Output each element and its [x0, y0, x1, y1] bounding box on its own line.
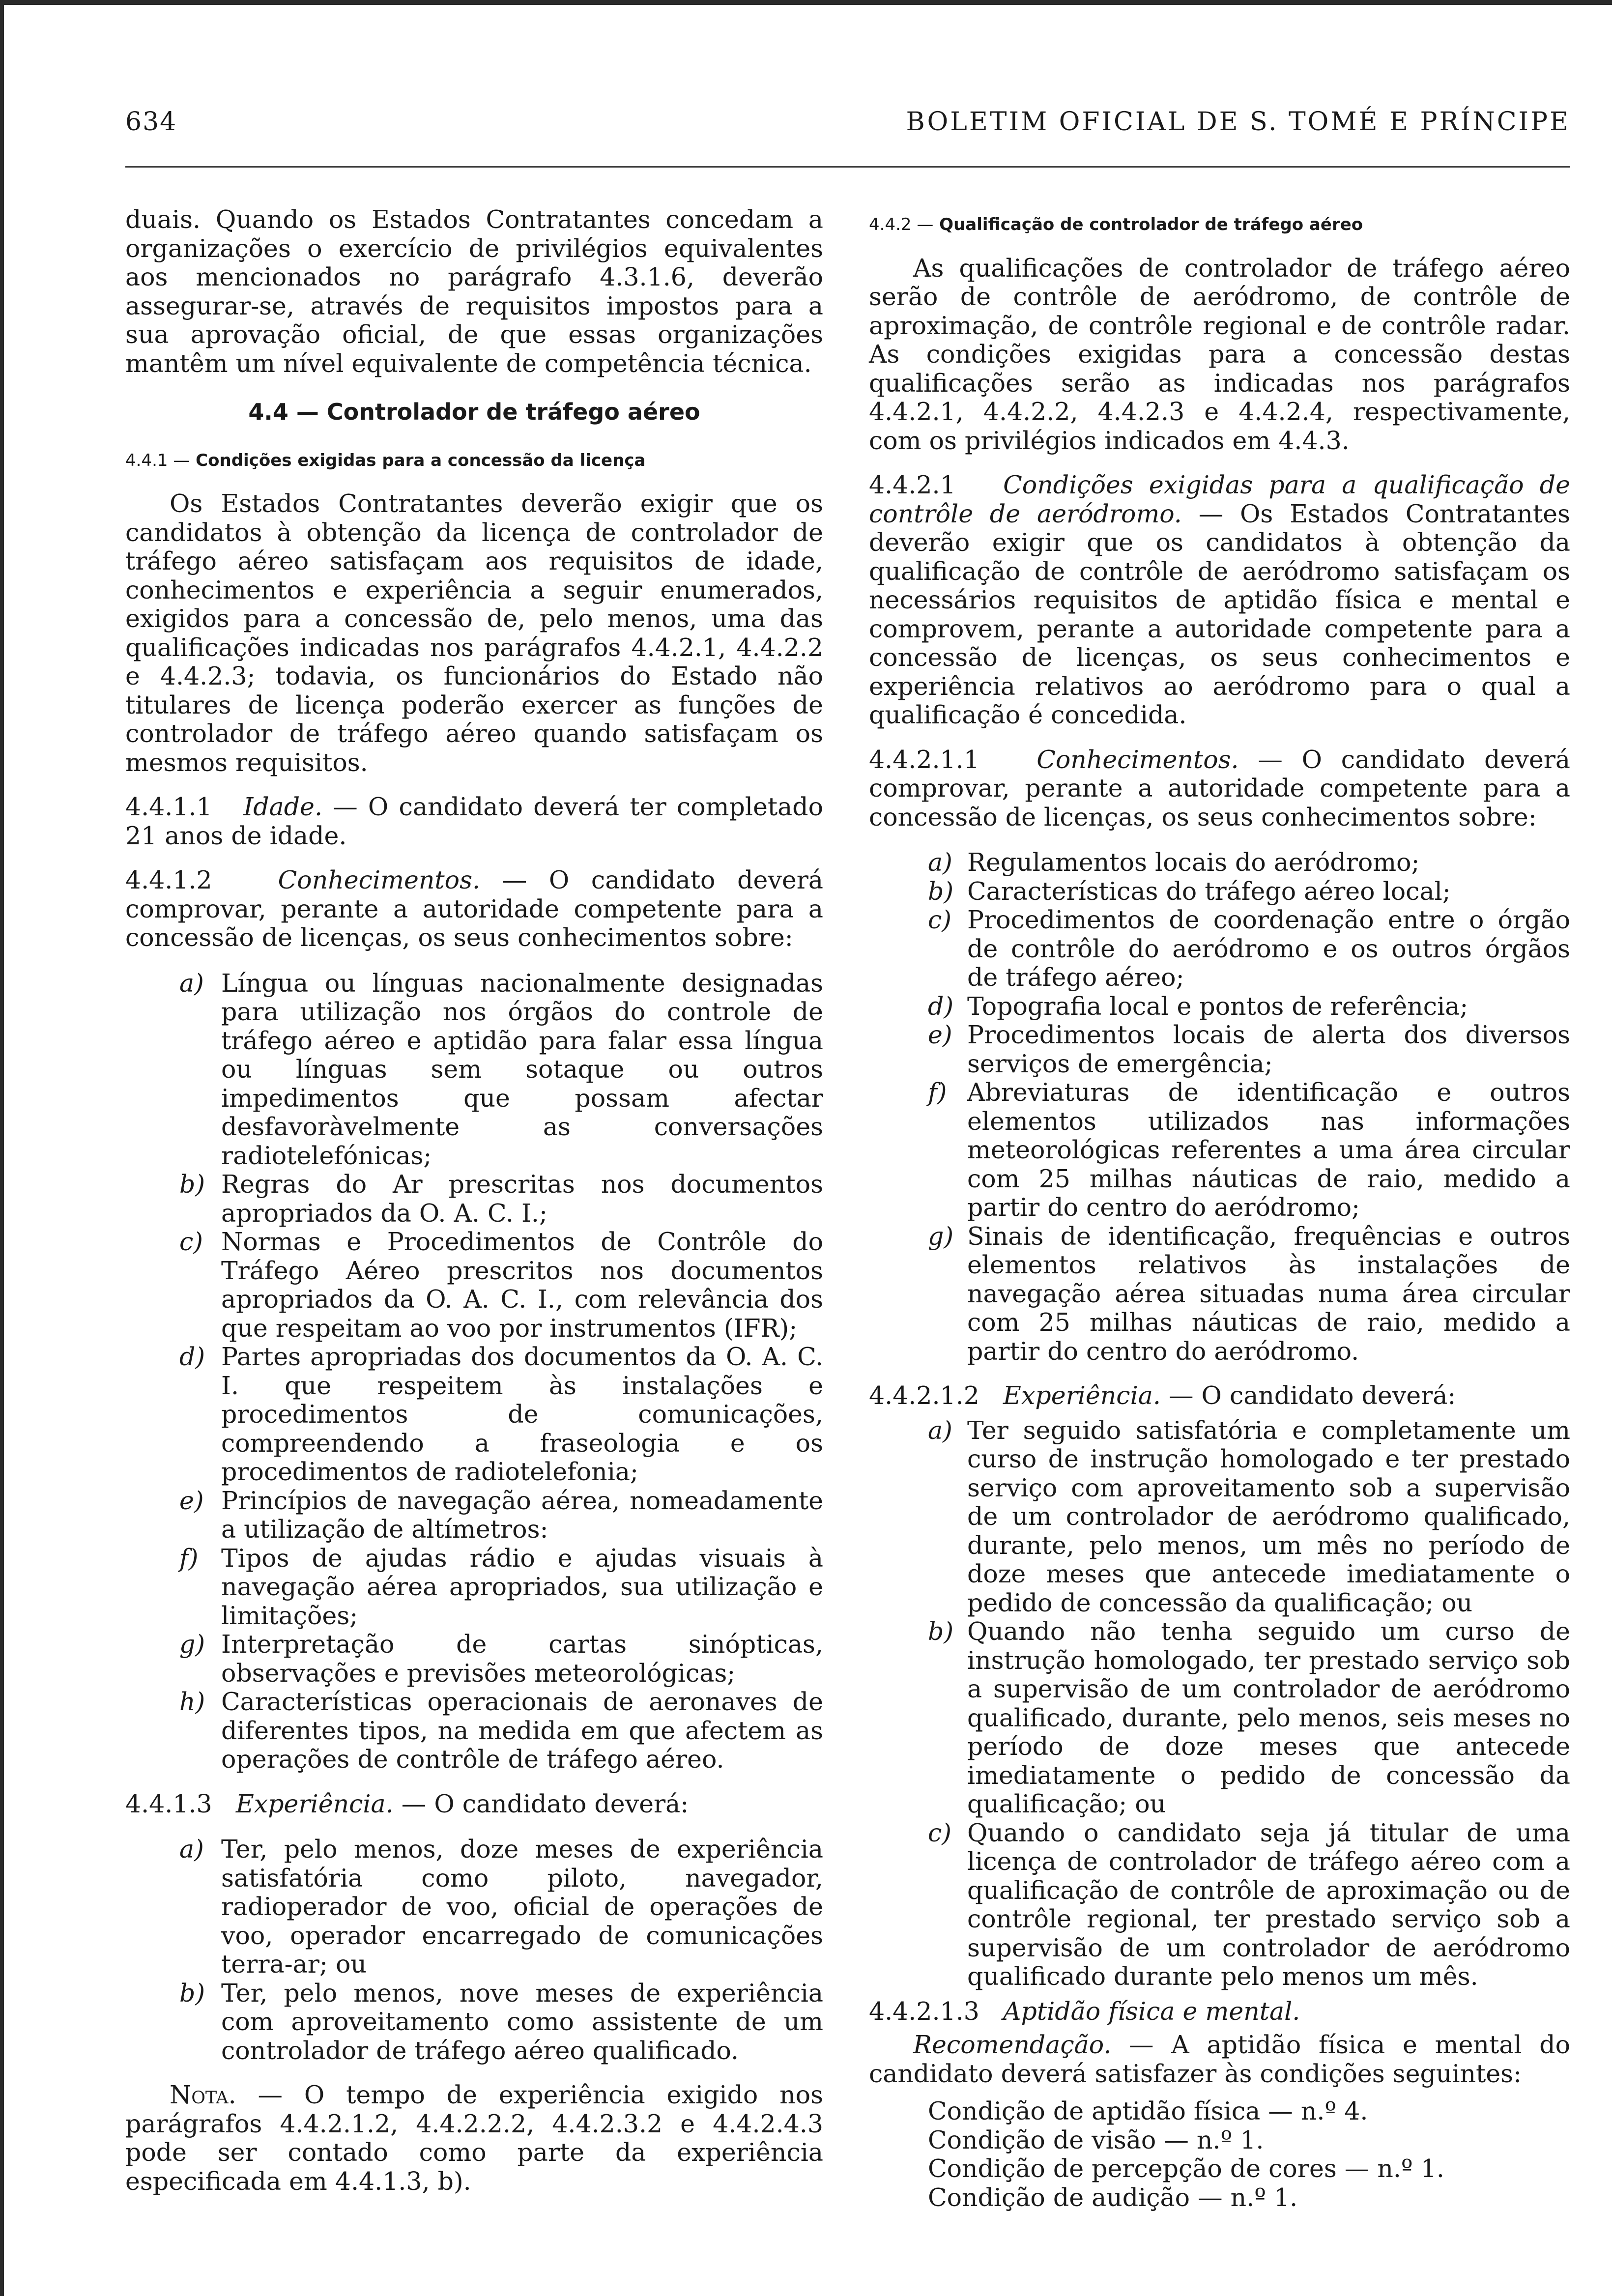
knowledge-list: [125, 969, 823, 1774]
item-label: a): [179, 968, 204, 998]
section-heading: 4.4 — Controlador de tráfego aéreo: [248, 399, 700, 425]
item-label: b): [928, 876, 954, 906]
item-label: g): [179, 1630, 205, 1659]
item-label: a): [179, 1835, 204, 1864]
right-column: [869, 205, 1570, 2212]
item-label: c): [928, 905, 951, 934]
intro-paragraph: duais. Quando os Estados Contratantes concedam a organizações o exercício de privilégios equivalentes aos mencionados no parágrafo 4.3.1.6, deverão assegurar-se, através de requisitos impostos para a sua aprovação oficial, de que essas organizações mantêm um nível equivalente de competência técnica.: [125, 205, 823, 378]
r-knowledge-title: Conhecimentos.: [1036, 745, 1239, 774]
list-item: [869, 1021, 1570, 1078]
experience-number: 4.4.1.3: [125, 1789, 212, 1818]
qualification-title: Qualificação de controlador de tráfego aéreo: [939, 215, 1363, 234]
list-item: [869, 906, 1570, 992]
item-text: Procedimentos de coordenação entre o órgão de contrôle do aeródromo e os outros órgãos de tráfego aéreo;: [967, 905, 1570, 992]
item-label: b): [179, 1170, 205, 1199]
list-item: [125, 1170, 823, 1228]
fitness-number: 4.4.2.1.3: [869, 1996, 979, 2026]
experience-title: Experiência.: [235, 1789, 394, 1818]
running-title: BOLETIM OFICIAL DE S. TOMÉ E PRÍNCIPE: [906, 107, 1570, 137]
list-item: [125, 1544, 823, 1631]
age-number: 4.4.1.1: [125, 792, 212, 821]
conditions-list: [869, 2097, 1570, 2212]
list-item: [125, 1630, 823, 1688]
list-item: [125, 1835, 823, 1979]
item-text: Sinais de identificação, frequências e outros elementos relativos às instalações de navegação aérea situadas numa área circular com 25 milhas náuticas de raio, medido a partir do centro do aeródromo.: [967, 1221, 1570, 1366]
conditions-paragraph: [869, 471, 1570, 730]
knowledge-number: 4.4.1.2: [125, 865, 212, 894]
item-text: Regras do Ar prescritas nos documentos apropriados da O. A. C. I.;: [221, 1170, 823, 1228]
qualification-body: As qualificações de controlador de tráfego aéreo serão de contrôle de aeródromo, de contrôle de aproximação, de contrôle regional e de contrôle radar. As condições exigidas para a concessão destas qualificações serão as indicadas nos parágrafos 4.4.2.1, 4.4.2.2, 4.4.2.3 e 4.4.2.4, respectivamente, com os privilégios indicados em 4.4.3.: [869, 253, 1570, 455]
r-experience-number: 4.4.2.1.2: [869, 1381, 979, 1410]
item-text: Características operacionais de aeronaves de diferentes tipos, na medida em que afectem as operações de contrôle de tráfego aéreo.: [221, 1687, 823, 1774]
r-knowledge-list: [869, 848, 1570, 1366]
item-text: Tipos de ajudas rádio e ajudas visuais à navegação aérea apropriados, sua utilização e limitações;: [221, 1543, 823, 1630]
note-label: Nota.: [170, 2080, 236, 2109]
subsection-body: Os Estados Contratantes deverão exigir que os candidatos à obtenção da licença de controlador de tráfego aéreo satisfaçam aos requisitos de idade, conhecimentos e experiência a seguir enumerados, exigidos para a concessão de, pelo menos, uma das qualificações indicadas nos parágrafos 4.4.2.1, 4.4.2.2 e 4.4.2.3; todavia, os funcionários do Estado não titulares de licença poderão exercer as funções de controlador de tráfego aéreo quando satisfaçam os mesmos requisitos.: [125, 489, 823, 777]
list-item: [869, 1819, 1570, 1991]
item-label: b): [179, 1978, 205, 2008]
knowledge-text: — O candidato deverá comprovar, perante a autoridade competente para a concessão de licenças, os seus conhecimentos sobre:: [125, 865, 823, 952]
item-text: Quando não tenha seguido um curso de instrução homologado, ter prestado serviço sob a supervisão de um controlador de aeródromo qualificado, durante, pelo menos, seis meses no período de doze meses que antecede imediatamente o pedido de concessão da qualificação; ou: [967, 1617, 1570, 1818]
list-item: [869, 1078, 1570, 1222]
list-item: [125, 1487, 823, 1544]
r-experience-title: Experiência.: [1003, 1381, 1161, 1410]
item-label: e): [928, 1020, 952, 1049]
conditions-number: 4.4.2.1: [869, 470, 956, 499]
item-label: a): [928, 848, 952, 877]
item-text: Regulamentos locais do aeródromo;: [967, 848, 1420, 877]
r-experience-list: [869, 1416, 1570, 1991]
subsection-title: Condições exigidas para a concessão da licença: [196, 450, 646, 470]
recommendation-label: Recomendação.: [913, 2030, 1112, 2059]
item-text: Normas e Procedimentos de Contrôle do Tráfego Aéreo prescritos nos documentos apropriados da O. A. C. I., com relevância dos que respeitam ao voo por instrumentos (IFR);: [221, 1227, 823, 1343]
r-knowledge-paragraph: [869, 746, 1570, 832]
age-text: — O candidato deverá ter completado 21 anos de idade.: [125, 792, 823, 850]
list-item: [125, 969, 823, 1171]
list-item: [869, 1416, 1570, 1618]
item-label: a): [928, 1415, 952, 1445]
page-header: [125, 107, 1570, 146]
item-label: c): [928, 1818, 951, 1847]
conditions-title: Condições exigidas para a qualificação de contrôle de aeródromo.: [869, 470, 1570, 528]
note-paragraph: [125, 2081, 823, 2196]
item-label: d): [179, 1342, 205, 1371]
recommendation-text: — A aptidão física e mental do candidato deverá satisfazer às condições seguintes:: [869, 2030, 1570, 2088]
qualification-number: 4.4.2 —: [869, 215, 934, 234]
experience-text: — O candidato deverá:: [401, 1789, 689, 1818]
item-text: Partes apropriadas dos documentos da O. A. C. I. que respeitem às instalações e procedimentos de comunicações, compreendendo a fraseologia e os procedimentos de radiotelefonia;: [221, 1342, 823, 1486]
item-text: Interpretação de cartas sinópticas, observações e previsões meteorológicas;: [221, 1630, 823, 1688]
item-label: c): [179, 1227, 203, 1256]
list-item: [869, 877, 1570, 906]
list-item: [869, 1617, 1570, 1819]
item-text: Características do tráfego aéreo local;: [967, 876, 1451, 906]
item-label: g): [928, 1221, 954, 1251]
r-experience-paragraph: [869, 1381, 1570, 1410]
item-text: Ter seguido satisfatória e completamente um curso de instrução homologado e ter prestado serviço com aproveitamento sob a supervisão de um controlador de aeródromo qualificado, durante, pelo menos, um mês no período de doze meses que antecede imediatamente o pedido de concessão da qualificação; ou: [967, 1415, 1570, 1617]
page-number: 634: [125, 107, 177, 137]
list-item: [869, 848, 1570, 877]
condition-item: Condição de aptidão física — n.º 4.: [928, 2096, 1368, 2125]
left-column: [125, 205, 823, 2211]
experience-list: [125, 1835, 823, 2065]
list-item: [869, 992, 1570, 1021]
age-paragraph: [125, 793, 823, 850]
item-label: h): [179, 1687, 205, 1716]
item-label: f): [179, 1543, 199, 1573]
qualification-heading: [869, 210, 1570, 239]
recommendation-paragraph: [869, 2031, 1570, 2088]
item-text: Ter, pelo menos, nove meses de experiência com aproveitamento como assistente de um controlador de tráfego aéreo qualificado.: [221, 1978, 823, 2065]
knowledge-title: Conhecimentos.: [278, 865, 481, 894]
fitness-paragraph: [869, 1997, 1570, 2026]
experience-paragraph: [125, 1790, 823, 1819]
list-item: [125, 1228, 823, 1343]
list-item: [125, 1343, 823, 1487]
fitness-title: Aptidão física e mental.: [1003, 1996, 1300, 2026]
knowledge-paragraph: [125, 866, 823, 952]
header-rule: [125, 166, 1570, 168]
item-text: Ter, pelo menos, doze meses de experiência satisfatória como piloto, navegador, radioperador de voo, oficial de operações de voo, operador encarregado de comunicações terra-ar; ou: [221, 1835, 823, 1979]
r-experience-text: — O candidato deverá:: [1168, 1381, 1456, 1410]
conditions-text: — Os Estados Contratantes deverão exigir que os candidatos à obtenção da qualificação de contrôle de aeródromo satisfaçam os necessários requisitos de aptidão física e mental e comprovem, perante a autoridade competente para a concessão de licenças, os seus conhecimentos e experiência relativos ao aeródromo para o qual a qualificação é concedida.: [869, 499, 1570, 729]
item-text: Procedimentos locais de alerta dos diversos serviços de emergência;: [967, 1020, 1570, 1078]
note-text: — O tempo de experiência exigido nos parágrafos 4.4.2.1.2, 4.4.2.2.2, 4.4.2.3.2 e 4.4.2.4.3 pode ser contado como parte da experiência especificada em 4.4.1.3, b).: [125, 2080, 823, 2196]
condition-item: Condição de percepção de cores — n.º 1.: [928, 2154, 1444, 2183]
list-item: [125, 1979, 823, 2066]
item-label: e): [179, 1486, 204, 1515]
scan-border-top: [0, 0, 1612, 5]
r-knowledge-number: 4.4.2.1.1: [869, 745, 979, 774]
item-text: Língua ou línguas nacionalmente designadas para utilização nos órgãos do controle de tráfego aéreo e aptidão para falar essa língua ou línguas sem sotaque ou outros impedimentos que possam afectar desfavoràvelmente as conversações radiotelefónicas;: [221, 968, 823, 1170]
item-text: Topografia local e pontos de referência;: [967, 991, 1468, 1021]
r-knowledge-text: — O candidato deverá comprovar, perante a autoridade competente para a concessão de licenças, os seus conhecimentos sobre:: [869, 745, 1570, 832]
list-item: [125, 1688, 823, 1774]
subsection-heading: [125, 446, 823, 475]
subsection-number: 4.4.1 —: [125, 450, 190, 470]
item-text: Abreviaturas de identificação e outros elementos utilizados nas informações meteorológicas referentes a uma área circular com 25 milhas náuticas de raio, medido a partir do centro do aeródromo;: [967, 1078, 1570, 1222]
item-text: Quando o candidato seja já titular de uma licença de controlador de tráfego aéreo com a qualificação de contrôle de aproximação ou de contrôle regional, ter prestado serviço sob a supervisão de um controlador de aeródromo qualificado durante pelo menos um mês.: [967, 1818, 1570, 1991]
age-title: Idade.: [243, 792, 322, 821]
item-label: b): [928, 1617, 954, 1646]
item-label: d): [928, 991, 954, 1021]
list-item: [869, 1222, 1570, 1366]
condition-item: Condição de visão — n.º 1.: [928, 2125, 1264, 2154]
condition-item: Condição de audição — n.º 1.: [928, 2182, 1298, 2212]
item-label: f): [928, 1078, 947, 1107]
item-text: Princípios de navegação aérea, nomeadamente a utilização de altímetros:: [221, 1486, 823, 1544]
scan-border-left: [0, 0, 4, 2296]
